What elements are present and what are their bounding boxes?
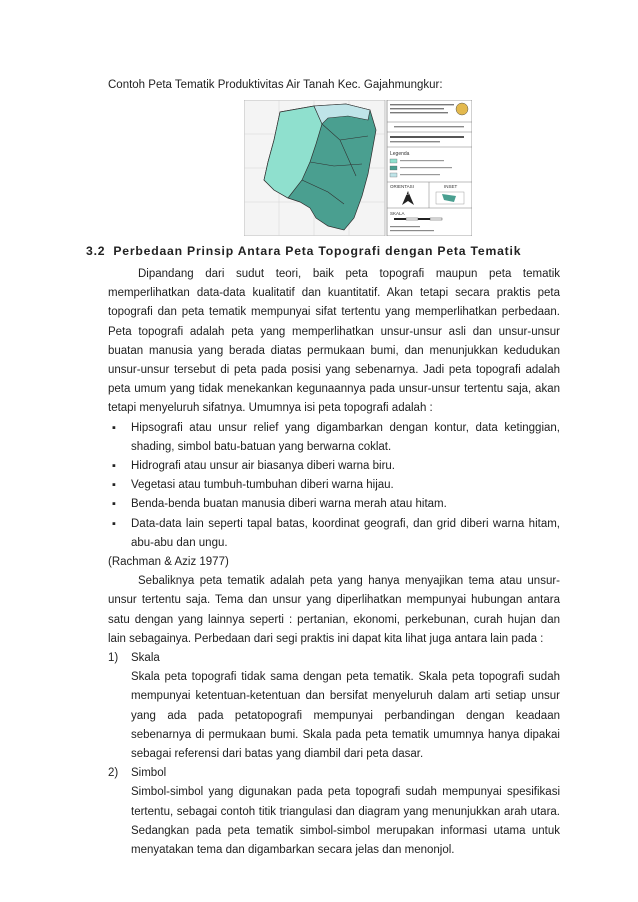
inset-label: INSET: [444, 184, 458, 189]
difference-list: [108, 649, 560, 860]
legend-heading: Legenda: [390, 151, 410, 157]
section-body: [108, 265, 560, 860]
list-item-simbol: [108, 764, 560, 860]
orientation-label: ORIENTASI: [390, 184, 414, 189]
list-item-body: Skala peta topografi tidak sama dengan peta tematik. Skala peta topografi sudah mempunyai ketentuan-ketentuan dan bersifat menyeluruh dalam arti setiap unsur yang ada pada petatopografi mempunyai perbandingan dengan keadaan sebenarnya di permukaan bumi. Skala pada peta tematik umumnya hanya dipakai sebagai referensi dari batas yang diambil dari peta dasar.: [131, 671, 560, 761]
list-item: ▪ Hidrografi atau unsur air biasanya diberi warna biru.: [108, 457, 560, 476]
list-item-title: Skala: [131, 652, 160, 665]
list-item-body: Simbol-simbol yang digunakan pada peta topografi sudah mempunyai spesifikasi tertentu, sebagai contoh titik triangulasi dan diagram yang menunjukkan arah utara. Sedangkan pada peta tematik simbol-simbol merupakan informasi utama untuk menyatakan tema dan digambarkan secara jelas dan menonjol.: [131, 786, 560, 857]
list-item-title: Simbol: [131, 767, 167, 780]
thematic-map-figure: [244, 100, 472, 236]
list-item-skala: [108, 649, 560, 764]
section-title: Perbedaan Prinsip Antara Peta Topografi dengan Peta Tematik: [113, 244, 522, 258]
citation: (Rachman & Aziz 1977): [108, 556, 229, 569]
north-letter: U: [406, 191, 409, 196]
section-number: 3.2: [86, 244, 106, 258]
figure-caption: Contoh Peta Tematik Produktivitas Air Tanah Kec. Gajahmungkur:: [108, 79, 443, 91]
section-heading: [86, 244, 521, 258]
list-marker: 1): [108, 652, 119, 665]
list-item: ▪ Benda-benda buatan manusia diberi warna merah atau hitam.: [108, 495, 560, 514]
paragraph-topografi: Dipandang dari sudut teori, baik peta topografi maupun peta tematik memperlihatkan data-data kualitatif dan kuantitatif. Akan tetapi secara praktis peta topografi dan peta tematik mempunyai sifat tertentu yang memperlihatkan perbedaan. Peta topografi adalah peta yang memperlihatkan unsur-unsur asli dan unsur-unsur buatan manusia yang berada diatas permukaan bumi, dan menunjukkan kedudukan unsur-unsur tersebut di peta pada posisi yang sebenarnya. Jadi peta topografi adalah peta umum yang tidak menekankan kegunaannya pada unsur-unsur tertentu saja, akan tetapi menyeluruh sifatnya. Umumnya isi peta topografi adalah :: [108, 268, 560, 415]
list-item: ▪ Data-data lain seperti tapal batas, koordinat geografi, dan grid diberi warna hitam, abu-abu dan ungu.: [108, 515, 560, 553]
paragraph-tematik: Sebaliknya peta tematik adalah peta yang hanya menyajikan tema atau unsur-unsur tertentu saja. Tema dan unsur yang diperlihatkan mempunyai hubungan antara satu dengan yang lainnya seperti : pertanian, ekonomi, perkebunan, curah hujan dan lain sebagainya. Perbedaan dari segi praktis ini dapat kita lihat juga antara lain pada :: [108, 575, 560, 645]
scale-label: SKALA: [390, 211, 405, 216]
topografi-content-list: [108, 419, 560, 553]
list-item: ▪ Hipsografi atau unsur relief yang digambarkan dengan kontur, data ketinggian, shading, simbol batu-batuan yang berwarna coklat.: [108, 419, 560, 457]
list-marker: 2): [108, 767, 119, 780]
list-item: ▪ Vegetasi atau tumbuh-tumbuhan diberi warna hijau.: [108, 476, 560, 495]
